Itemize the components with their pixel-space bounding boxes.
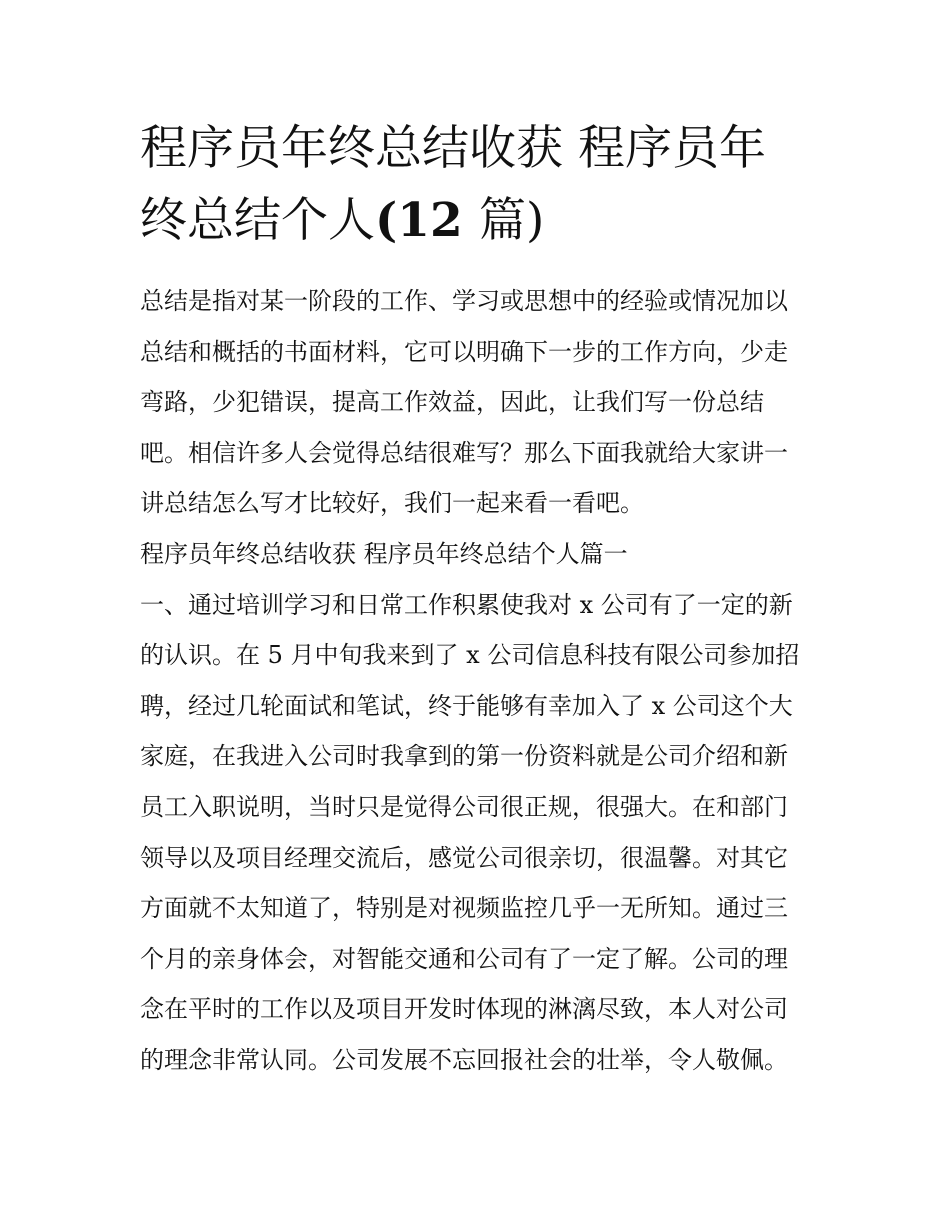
body-line: 一、通过培训学习和日常工作积累使我对 x 公司有了一定的新 <box>140 590 793 619</box>
body-line: 总结是指对某一阶段的工作、学习或思想中的经验或情况加以 <box>140 287 788 315</box>
body-line: 吧。相信许多人会觉得总结很难写？那么下面我就给大家讲一 <box>140 438 788 467</box>
body-line: 讲总结怎么写才比较好，我们一起来看一看吧。 <box>140 489 644 518</box>
body-line: 方面就不太知道了，特别是对视频监控几乎一无所知。通过三 <box>140 894 788 923</box>
body-line: 员工入职说明，当时只是觉得公司很正规，很强大。在和部门 <box>140 792 788 821</box>
body-line: 弯路，少犯错误，提高工作效益，因此，让我们写一份总结 <box>140 388 764 417</box>
body-line: 总结和概括的书面材料，它可以明确下一步的工作方向，少走 <box>140 337 788 366</box>
body-line: 念在平时的工作以及项目开发时体现的淋漓尽致，本人对公司 <box>140 995 788 1024</box>
title-line-2-suffix: 篇) <box>479 193 545 248</box>
document-title <box>140 113 820 257</box>
body-line: 聘，经过几轮面试和笔试，终于能够有幸加入了 x 公司这个大 <box>140 691 793 720</box>
section-heading: 程序员年终总结收获 程序员年终总结个人篇一 <box>140 539 628 568</box>
body-line: 的认识。在 5 月中旬我来到了 x 公司信息科技有限公司参加招 <box>140 641 800 670</box>
body-line: 领导以及项目经理交流后，感觉公司很亲切，很温馨。对其它 <box>140 843 788 872</box>
document-body <box>140 276 815 1086</box>
body-line: 个月的亲身体会，对智能交通和公司有了一定了解。公司的理 <box>140 944 788 973</box>
body-line: 家庭，在我进入公司时我拿到的第一份资料就是公司介绍和新 <box>140 742 788 771</box>
title-line-1: 程序员年终总结收获 程序员年 <box>140 121 766 176</box>
body-line: 的理念非常认同。公司发展不忘回报社会的壮举，令人敬佩。 <box>140 1045 788 1074</box>
title-line-2-prefix: 终总结个人 <box>140 193 375 248</box>
title-line-2-count: (12 <box>375 193 480 248</box>
